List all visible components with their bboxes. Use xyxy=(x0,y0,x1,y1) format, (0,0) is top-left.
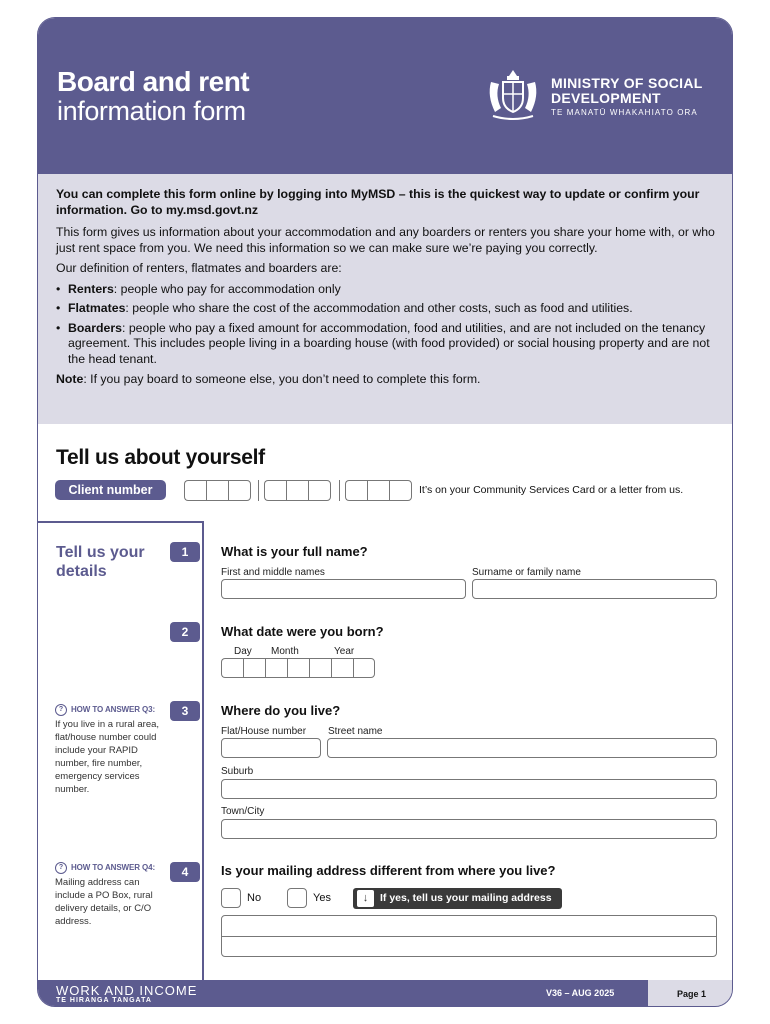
dob-year-digit[interactable] xyxy=(331,658,353,678)
mailing-address-input[interactable] xyxy=(221,915,717,957)
client-number-digit[interactable] xyxy=(308,480,331,501)
question-title-2: What date were you born? xyxy=(221,624,384,639)
client-number-digit[interactable] xyxy=(286,480,308,501)
mailing-no-checkbox[interactable] xyxy=(221,888,241,908)
street-name-label: Street name xyxy=(328,726,383,737)
town-label: Town/City xyxy=(221,806,265,817)
mailing-yes-label: Yes xyxy=(313,892,331,904)
note-text: : If you pay board to someone else, you don’t need to complete this form. xyxy=(83,372,481,386)
hint-q3-head xyxy=(55,703,165,716)
footer-brand: WORK AND INCOME xyxy=(56,983,198,998)
client-number-digit[interactable] xyxy=(184,480,206,501)
day-label: Day xyxy=(234,646,252,657)
hint-q4-head xyxy=(55,861,165,874)
hint-q3-text: If you live in a rural area, flat/house number could include your RAPID number, fire number, emergency services number. xyxy=(55,719,160,795)
client-number-digit[interactable] xyxy=(389,480,412,501)
form-page xyxy=(37,17,733,1007)
first-names-label: First and middle names xyxy=(221,567,325,578)
hint-q3 xyxy=(55,703,165,796)
definition-renters xyxy=(56,282,721,298)
client-number-digit[interactable] xyxy=(367,480,389,501)
suburb-input[interactable] xyxy=(221,779,717,799)
side-title-line2: details xyxy=(56,563,107,580)
section-title-about: Tell us about yourself xyxy=(56,446,265,469)
client-number-group-3[interactable] xyxy=(345,480,412,500)
intro-panel xyxy=(38,174,732,424)
client-number-note: It’s on your Community Services Card or a letter from us. xyxy=(419,484,684,496)
client-number-group-1[interactable] xyxy=(184,480,251,500)
arrow-down-icon: ↓ xyxy=(357,890,374,907)
help-icon: ? xyxy=(55,862,67,874)
mailing-address-line-divider xyxy=(222,936,716,937)
definition-term: Renters xyxy=(68,281,114,296)
dob-month-digit[interactable] xyxy=(265,658,287,678)
definitions-list xyxy=(56,282,721,368)
date-of-birth-input[interactable] xyxy=(221,658,375,678)
first-names-input[interactable] xyxy=(221,579,466,599)
dob-year-digit[interactable] xyxy=(309,658,331,678)
definition-term: Flatmates xyxy=(68,301,126,315)
section-divider-vertical xyxy=(202,521,204,981)
form-footer xyxy=(38,980,732,1007)
section-divider-horizontal xyxy=(38,521,203,523)
question-number-2: 2 xyxy=(170,622,200,642)
hint-q4 xyxy=(55,861,165,928)
suburb-label: Suburb xyxy=(221,766,254,777)
intro-lead: You can complete this form online by logging into MyMSD – this is the quickest way to update or confirm your information. Go to my.msd.govt.nz xyxy=(56,187,700,217)
coat-of-arms-icon xyxy=(483,68,543,122)
form-title-bold: Board and rent xyxy=(57,66,250,97)
hint-q4-head-text: HOW TO ANSWER Q4: xyxy=(71,863,156,872)
definition-term: Boarders xyxy=(68,320,122,335)
definition-text: : people who pay for accommodation only xyxy=(113,281,341,296)
client-number-digit[interactable] xyxy=(228,480,251,501)
street-name-input[interactable] xyxy=(327,738,717,758)
intro-paragraph: This form gives us information about your accommodation and any boarders or renters you share your home with, or who just rent space from you. We need this information so we can make sure we’re paying you correctly. xyxy=(56,225,715,255)
ministry-name-line1: MINISTRY OF SOCIAL xyxy=(551,75,703,91)
definition-flatmates xyxy=(56,301,721,317)
mailing-yes-instruction xyxy=(353,888,562,909)
question-title-3: Where do you live? xyxy=(221,703,341,718)
client-number-group-2[interactable] xyxy=(264,480,331,500)
mailing-yes-instruction-text: If yes, tell us your mailing address xyxy=(380,892,552,904)
town-input[interactable] xyxy=(221,819,717,839)
client-number-label: Client number xyxy=(55,480,166,500)
ministry-maori-name: TE MANATŪ WHAKAHIATO ORA xyxy=(551,108,698,117)
flat-number-label: Flat/House number xyxy=(221,726,307,737)
mailing-no-label: No xyxy=(247,892,262,904)
client-number-digit[interactable] xyxy=(206,480,228,501)
dob-year-digit[interactable] xyxy=(353,658,375,678)
side-title-line1: Tell us your xyxy=(56,544,145,561)
help-icon: ? xyxy=(55,704,67,716)
footer-brand-sub: TE HIRANGA TANGATA xyxy=(56,997,152,1004)
dob-day-digit[interactable] xyxy=(243,658,265,678)
footer-version: V36 – AUG 2025 xyxy=(546,988,615,998)
ministry-name xyxy=(551,76,703,106)
client-number-digit[interactable] xyxy=(345,480,367,501)
month-label: Month xyxy=(271,646,299,657)
definition-text: : people who pay a fixed amount for accommodation, food and utilities, and are not included on the tenancy agreement. This includes people living in a boarding house (with food provided) or social housing property and are not the head tenant. xyxy=(68,320,710,366)
definitions-intro: Our definition of renters, flatmates and boarders are: xyxy=(56,261,342,275)
flat-number-input[interactable] xyxy=(221,738,321,758)
question-number-4: 4 xyxy=(170,862,200,882)
note-label: Note xyxy=(56,372,84,386)
definition-boarders xyxy=(56,321,721,368)
intro-note xyxy=(56,372,721,388)
surname-input[interactable] xyxy=(472,579,717,599)
footer-page-number: Page 1 xyxy=(647,980,733,1007)
question-number-3: 3 xyxy=(170,701,200,721)
question-title-1: What is your full name? xyxy=(221,544,368,559)
surname-label: Surname or family name xyxy=(472,567,581,578)
hint-q3-head-text: HOW TO ANSWER Q3: xyxy=(71,705,156,714)
client-number-digit[interactable] xyxy=(264,480,286,501)
mailing-yes-checkbox[interactable] xyxy=(287,888,307,908)
year-label: Year xyxy=(334,646,355,657)
dob-day-digit[interactable] xyxy=(221,658,243,678)
question-title-4: Is your mailing address different from where you live? xyxy=(221,863,556,878)
question-number-1: 1 xyxy=(170,542,200,562)
side-title-details xyxy=(56,543,145,581)
ministry-logo xyxy=(483,68,733,128)
client-number-separator xyxy=(258,480,259,501)
form-header xyxy=(38,18,732,174)
definition-text: : people who share the cost of the accommodation and other costs, such as food and utilities. xyxy=(125,301,633,315)
client-number-separator xyxy=(339,480,340,501)
dob-month-digit[interactable] xyxy=(287,658,309,678)
ministry-name-line2: DEVELOPMENT xyxy=(551,90,661,106)
hint-q4-text: Mailing address can include a PO Box, rural delivery details, or C/O address. xyxy=(55,877,153,927)
form-title-light: information form xyxy=(57,96,246,126)
